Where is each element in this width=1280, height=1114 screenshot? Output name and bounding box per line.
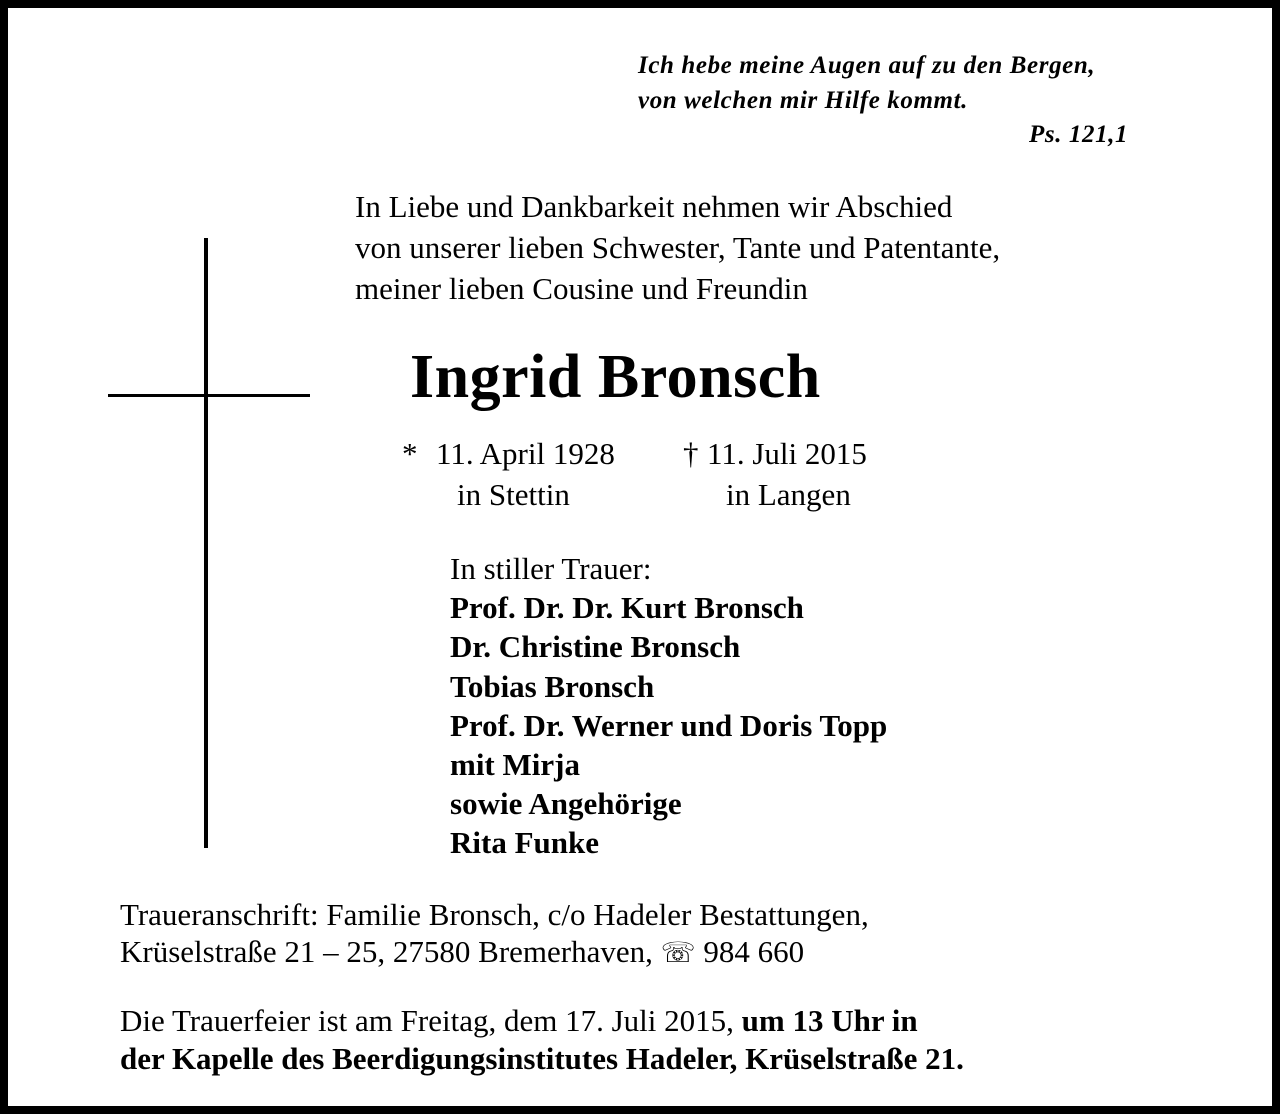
intro-line-3: meiner lieben Cousine und Freundin bbox=[355, 271, 808, 306]
birth-place: in Stettin bbox=[457, 477, 570, 512]
death-date: 11. Juli 2015 bbox=[707, 436, 867, 471]
address-line-1: Traueranschrift: Familie Bronsch, c/o Hadeler Bestattungen, bbox=[120, 897, 869, 932]
intro-line-2: von unserer lieben Schwester, Tante und Patentante, bbox=[355, 230, 1001, 265]
funeral-location: der Kapelle des Beerdigungsinstitutes Hadeler, Krüselstraße 21. bbox=[120, 1041, 964, 1076]
mourners-block bbox=[450, 549, 887, 863]
death-symbol: † bbox=[683, 436, 699, 471]
address-street: Krüselstraße 21 – 25, 27580 Bremerhaven, bbox=[120, 934, 653, 969]
cross-icon-vertical bbox=[204, 238, 208, 848]
mourner-name: Dr. Christine Bronsch bbox=[450, 629, 741, 665]
phone-number: 984 660 bbox=[703, 934, 805, 969]
mourner-name: Rita Funke bbox=[450, 825, 599, 861]
verse-line-2: von welchen mir Hilfe kommt. bbox=[638, 87, 968, 114]
address-line-2 bbox=[120, 933, 804, 972]
death-place: in Langen bbox=[726, 477, 851, 512]
funeral-line-1 bbox=[120, 1002, 918, 1040]
verse-reference: Ps. 121,1 bbox=[1029, 121, 1129, 148]
intro-line-1: In Liebe und Dankbarkeit nehmen wir Abschied bbox=[355, 189, 953, 224]
cross-icon-horizontal bbox=[108, 394, 310, 397]
mourner-name: Prof. Dr. Werner und Doris Topp bbox=[450, 707, 888, 743]
mourner-name: Tobias Bronsch bbox=[450, 668, 655, 704]
birth-symbol: * bbox=[402, 436, 418, 471]
deceased-name: Ingrid Bronsch bbox=[410, 343, 821, 411]
birth-date: 11. April 1928 bbox=[436, 436, 615, 471]
verse-line-1: Ich hebe meine Augen auf zu den Bergen, bbox=[638, 52, 1096, 79]
mourner-name: mit Mirja bbox=[450, 747, 580, 783]
funeral-date-text: Die Trauerfeier ist am Freitag, dem 17. Juli 2015, bbox=[120, 1003, 734, 1038]
telephone-icon: ☏ bbox=[660, 938, 696, 969]
mourners-heading: In stiller Trauer: bbox=[450, 551, 652, 586]
mourner-name: Prof. Dr. Dr. Kurt Bronsch bbox=[450, 590, 804, 626]
funeral-time-text: um 13 Uhr in bbox=[741, 1003, 918, 1038]
mourner-name: sowie Angehörige bbox=[450, 786, 682, 822]
